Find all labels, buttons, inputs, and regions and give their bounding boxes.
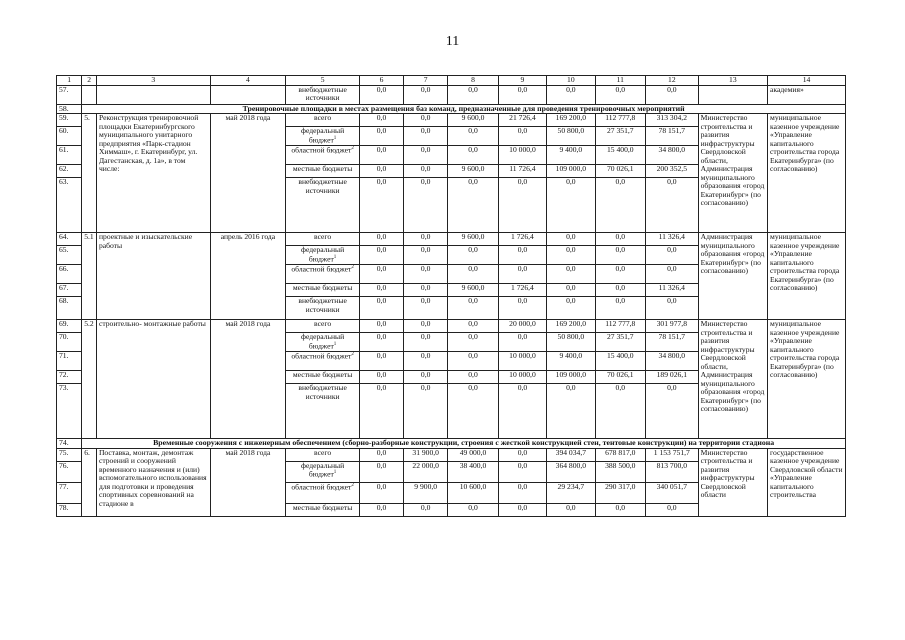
value-cell: 1 153 751,7 [646,448,699,461]
value-cell: 0,0 [547,233,595,246]
deadline: май 2018 года [210,448,286,516]
value-cell: 0,0 [646,503,699,516]
value-cell: 0,0 [448,352,498,371]
value-cell: 0,0 [404,165,448,178]
funding-source [286,146,360,165]
value-cell: 112 777,8 [595,320,645,333]
value-cell: 70 026,1 [595,165,645,178]
empty-cell [210,85,286,104]
value-cell: 0,0 [547,297,595,320]
value-cell: 0,0 [547,503,595,516]
object-name: Поставка, монтаж, демонтаж строений и сооружений временного назначения и (или) вспомогательного использования для подготовки и проведения спортивных соревнований на стадионе в [96,448,210,516]
funding-source-label: федеральный бюджет [301,332,345,351]
funding-source-label: всего [314,232,332,242]
value-cell: 31 900,0 [404,448,448,461]
value-cell: 9 600,0 [448,114,498,127]
value-cell: 0,0 [448,178,498,233]
value-cell: 0,0 [595,178,645,233]
value-cell: 678 817,0 [595,448,645,461]
deadline: май 2018 года [210,320,286,439]
row-number: 66. [57,265,82,284]
funding-source-label: областной бюджет [291,351,352,361]
value-cell: 1 726,4 [498,284,546,297]
value-cell: 0,0 [404,233,448,246]
value-cell: 0,0 [404,371,448,384]
value-cell: 70 026,1 [595,371,645,384]
value-cell: 169 200,0 [547,320,595,333]
row-number: 61. [57,146,82,165]
value-cell: 0,0 [498,482,546,503]
value-cell: 21 726,4 [498,114,546,127]
value-cell: 0,0 [359,482,403,503]
page-number: 11 [445,34,460,49]
empty-cell [82,85,97,104]
value-cell: 0,0 [359,233,403,246]
column-header: 11 [595,76,645,86]
value-cell: 29 234,7 [547,482,595,503]
row-number: 59. [57,114,82,127]
value-cell: 112 777,8 [595,114,645,127]
table-row [57,320,846,333]
row-number: 74. [57,439,82,449]
funding-source [286,233,360,246]
value-cell: 0,0 [498,333,546,352]
value-cell: 0,0 [448,246,498,265]
column-header: 9 [498,76,546,86]
value-cell: 0,0 [646,384,699,439]
value-cell: 290 317,0 [595,482,645,503]
value-cell: 0,0 [646,297,699,320]
value-cell: 38 400,0 [448,461,498,482]
value-cell: 10 000,0 [498,352,546,371]
funding-source [286,165,360,178]
responsible-col14: государственное казенное учреждение Свердловской области «Управление капитального строительства [768,448,846,516]
row-number: 76. [57,461,82,482]
value-cell: 0,0 [404,114,448,127]
table-row [57,114,846,127]
responsible-col14: академия» [768,85,846,104]
value-cell: 0,0 [359,352,403,371]
column-header: 10 [547,76,595,86]
value-cell: 0,0 [498,297,546,320]
value-cell: 0,0 [359,146,403,165]
responsible-col14: муниципальное казенное учреждение «Управление капитального строительства города Екатеринбурга» (по согласованию) [768,114,846,233]
funding-source [286,127,360,146]
value-cell: 0,0 [646,246,699,265]
value-cell: 9 600,0 [448,165,498,178]
row-number: 69. [57,320,82,333]
value-cell: 0,0 [359,320,403,333]
value-cell: 0,0 [359,371,403,384]
funding-source-label: всего [314,448,332,457]
funding-source-label: федеральный бюджет [301,245,345,264]
footnote-mark: 2 [351,352,354,358]
value-cell: 0,0 [404,284,448,297]
object-name: строительно- монтажные работы [96,320,210,439]
row-number: 72. [57,371,82,384]
value-cell: 0,0 [595,85,645,104]
value-cell: 0,0 [359,178,403,233]
column-header: 13 [698,76,767,86]
value-cell: 0,0 [404,178,448,233]
row-number: 60. [57,127,82,146]
column-header: 5 [286,76,360,86]
value-cell: 109 000,0 [547,371,595,384]
value-cell: 0,0 [595,503,645,516]
funding-source [286,178,360,233]
header-row [57,76,846,86]
value-cell: 27 351,7 [595,127,645,146]
value-cell: 0,0 [359,284,403,297]
object-name: Реконструкция тренировочной площадки Екатеринбургского муниципального унитарного предприятия «Парк-стадион Химмаш», г. Екатеринбург, ул. Дагестанская, д. 1а», в том числе: [96,114,210,233]
funding-source-label: местные бюджеты [292,283,353,293]
footnote-mark: 2 [351,146,354,152]
funding-source [286,384,360,439]
empty-cell [698,85,767,104]
column-header: 12 [646,76,699,86]
row-number: 68. [57,297,82,320]
value-cell: 388 500,0 [595,461,645,482]
value-cell: 0,0 [404,352,448,371]
table-row [57,448,846,461]
value-cell: 0,0 [498,503,546,516]
responsible-executor: Министерство строительства и развития инфраструктуры Свердловской области, Администрация муниципального образования «город Екатеринбург» (по согласованию) [698,114,767,233]
column-header: 1 [57,76,82,86]
value-cell: 10 000,0 [498,146,546,165]
value-cell: 22 000,0 [404,461,448,482]
value-cell: 0,0 [448,127,498,146]
value-cell: 0,0 [404,265,448,284]
value-cell: 0,0 [359,384,403,439]
funding-source-label: всего [314,319,332,329]
table-row [57,85,846,104]
funding-source [286,284,360,297]
value-cell: 0,0 [404,246,448,265]
value-cell: 1 726,4 [498,233,546,246]
funding-source-label: местные бюджеты [292,503,353,512]
empty-cell [96,85,210,104]
value-cell: 78 151,7 [646,333,699,352]
row-number: 57. [57,85,82,104]
value-cell: 0,0 [498,448,546,461]
funding-source [286,482,360,503]
row-number: 58. [57,104,82,114]
row-number: 62. [57,165,82,178]
value-cell: 10 600,0 [448,482,498,503]
value-cell: 0,0 [448,503,498,516]
subitem-number: 5. [82,114,97,233]
value-cell: 0,0 [547,384,595,439]
responsible-col14: муниципальное казенное учреждение «Управление капитального строительства города Екатеринбурга» (по согласованию) [768,233,846,320]
value-cell: 0,0 [359,503,403,516]
funding-source [286,246,360,265]
value-cell: 0,0 [498,265,546,284]
table-row [57,233,846,246]
value-cell: 0,0 [448,320,498,333]
row-number: 65. [57,246,82,265]
value-cell: 0,0 [359,85,403,104]
footnote-mark: 1 [333,341,337,347]
value-cell: 0,0 [404,333,448,352]
value-cell: 109 000,0 [547,165,595,178]
value-cell: 0,0 [404,127,448,146]
value-cell: 11 326,4 [646,233,699,246]
value-cell: 0,0 [359,246,403,265]
value-cell: 0,0 [404,320,448,333]
value-cell: 0,0 [595,265,645,284]
value-cell: 0,0 [646,178,699,233]
value-cell: 11 726,4 [498,165,546,178]
value-cell: 0,0 [359,127,403,146]
funding-source-label: внебюджетные источники [298,383,347,401]
value-cell: 9 400,0 [547,146,595,165]
value-cell: 169 200,0 [547,114,595,127]
value-cell: 0,0 [498,127,546,146]
funding-source [286,333,360,352]
column-header: 14 [768,76,846,86]
responsible-executor: Министерство строительства и развития инфраструктуры Свердловской области, Администрация муниципального образования «город Екатеринбург» (по согласованию) [698,320,767,439]
value-cell: 0,0 [359,114,403,127]
value-cell: 0,0 [595,246,645,265]
column-header: 6 [359,76,403,86]
funding-source [286,297,360,320]
value-cell: 0,0 [404,297,448,320]
value-cell: 813 700,0 [646,461,699,482]
value-cell: 0,0 [547,178,595,233]
value-cell: 0,0 [547,85,595,104]
value-cell: 0,0 [448,146,498,165]
value-cell: 9 600,0 [448,284,498,297]
value-cell: 9 400,0 [547,352,595,371]
value-cell: 394 034,7 [547,448,595,461]
value-cell: 301 977,8 [646,320,699,333]
value-cell: 9 600,0 [448,233,498,246]
funding-source-label: местные бюджеты [292,370,353,380]
value-cell: 0,0 [359,165,403,178]
budget-table [56,75,846,517]
value-cell: 0,0 [404,146,448,165]
footnote-mark: 1 [333,135,337,141]
subitem-number: 5.2 [82,320,97,439]
row-number: 64. [57,233,82,246]
object-name: проектные и изыскательские работы [96,233,210,320]
column-header: 8 [448,76,498,86]
column-header: 2 [82,76,97,86]
section-title: Временные сооружения с инженерным обеспечением (сборно-разборные конструкции, строения с жесткой конструкцией стен, тентовые конструкции) на территории стадиона [82,439,846,449]
funding-source-label: внебюджетные источники [298,296,347,314]
value-cell: 340 051,7 [646,482,699,503]
value-cell: 34 800,0 [646,352,699,371]
subitem-number: 6. [82,448,97,516]
row-number: 73. [57,384,82,439]
section-row [57,439,846,449]
row-number: 63. [57,178,82,233]
responsible-col14: муниципальное казенное учреждение «Управление капитального строительства города Екатеринбурга» (по согласованию) [768,320,846,439]
row-number: 71. [57,352,82,371]
funding-source [286,371,360,384]
section-row [57,104,846,114]
value-cell: 0,0 [448,297,498,320]
funding-source-label: внебюджетные источники [298,177,347,195]
funding-source-label: федеральный бюджет [301,461,345,479]
responsible-executor: Министерство строительства и развития инфраструктуры Свердловской области [698,448,767,516]
funding-source [286,461,360,482]
funding-source [286,448,360,461]
value-cell: 0,0 [359,265,403,284]
value-cell: 0,0 [448,265,498,284]
section-title: Тренировочные площадки в местах размещения баз команд, предназначенные для проведения тренировочных мероприятий [82,104,846,114]
value-cell: 34 800,0 [646,146,699,165]
value-cell: 0,0 [498,246,546,265]
footnote-mark: 1 [333,254,337,260]
footnote-mark: 1 [333,470,337,476]
row-number: 67. [57,284,82,297]
value-cell: 50 800,0 [547,127,595,146]
funding-source-label: областной бюджет [291,264,352,274]
subitem-number: 5.1 [82,233,97,320]
value-cell: 0,0 [448,333,498,352]
funding-source [286,114,360,127]
value-cell: 0,0 [595,284,645,297]
value-cell: 0,0 [498,85,546,104]
value-cell: 0,0 [359,333,403,352]
value-cell: 0,0 [547,265,595,284]
value-cell: 0,0 [448,384,498,439]
value-cell: 200 352,5 [646,165,699,178]
responsible-executor: Администрация муниципального образования «город Екатеринбург» (по согласованию) [698,233,767,320]
funding-source-label: федеральный бюджет [301,126,345,145]
value-cell: 189 026,1 [646,371,699,384]
value-cell: 0,0 [359,461,403,482]
value-cell: 0,0 [498,461,546,482]
value-cell: 9 900,0 [404,482,448,503]
value-cell: 50 800,0 [547,333,595,352]
value-cell: 0,0 [448,85,498,104]
value-cell: 0,0 [498,178,546,233]
column-header: 3 [96,76,210,86]
deadline: апрель 2016 года [210,233,286,320]
value-cell: 78 151,7 [646,127,699,146]
value-cell: 0,0 [646,265,699,284]
row-number: 70. [57,333,82,352]
value-cell: 0,0 [547,284,595,297]
value-cell: 0,0 [359,297,403,320]
value-cell: 0,0 [547,246,595,265]
funding-source [286,265,360,284]
funding-source-label: областной бюджет [291,145,352,155]
value-cell: 20 000,0 [498,320,546,333]
value-cell: 0,0 [595,297,645,320]
funding-source [286,352,360,371]
column-header: 7 [404,76,448,86]
value-cell: 0,0 [595,384,645,439]
funding-source-label: областной бюджет [291,482,352,492]
value-cell: 0,0 [359,448,403,461]
value-cell: 15 400,0 [595,352,645,371]
funding-source-label: местные бюджеты [292,164,353,174]
value-cell: 0,0 [498,384,546,439]
value-cell: 0,0 [448,371,498,384]
value-cell: 0,0 [646,85,699,104]
row-number: 75. [57,448,82,461]
value-cell: 49 000,0 [448,448,498,461]
row-number: 77. [57,482,82,503]
funding-source-label: всего [314,113,332,123]
value-cell: 0,0 [404,85,448,104]
value-cell: 11 326,4 [646,284,699,297]
funding-source [286,320,360,333]
value-cell: 313 304,2 [646,114,699,127]
value-cell: 0,0 [404,384,448,439]
footnote-mark: 2 [351,265,354,271]
value-cell: 0,0 [595,233,645,246]
value-cell: 15 400,0 [595,146,645,165]
value-cell: 0,0 [404,503,448,516]
footnote-mark: 2 [351,482,354,488]
row-number: 78. [57,503,82,516]
column-header: 4 [210,76,286,86]
deadline: май 2018 года [210,114,286,233]
value-cell: 10 000,0 [498,371,546,384]
funding-source [286,503,360,516]
value-cell: 27 351,7 [595,333,645,352]
value-cell: 364 800,0 [547,461,595,482]
funding-source: внебюджетные источники [286,85,360,104]
